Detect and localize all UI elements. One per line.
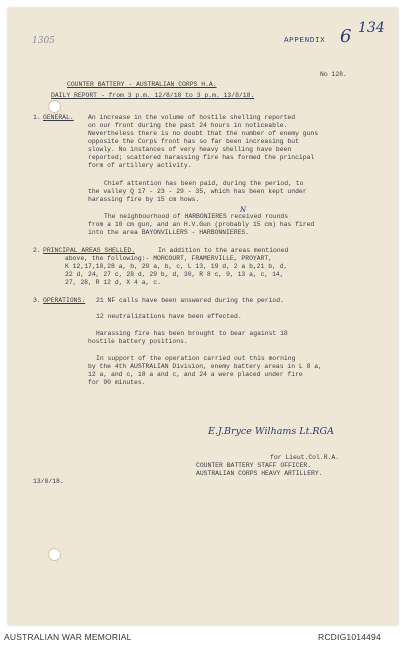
paragraph-line: Nevertheless there is no doubt that the number of enemy guns (88, 130, 319, 137)
paragraph-line: reported; scattered harassing fire has formed the principal (88, 154, 315, 161)
paragraph-line: the valley Q 17 - 23 - 29 - 35, which has been kept under (88, 188, 307, 195)
appendix-label: APPENDIX (284, 37, 326, 45)
paragraph-line: form of artillery activity. (88, 162, 192, 169)
punch-hole (48, 548, 61, 561)
footer-source: AUSTRALIAN WAR MEMORIAL (4, 632, 132, 642)
document-date: 13/8/18. (33, 478, 64, 485)
report-number: No 128. (320, 71, 347, 78)
daily-report-period: DAILY REPORT - from 3 p.m. 12/8/18 to 3 p.m. 13/8/18. (51, 92, 255, 99)
signature-line: for Lieut.Col.R.A. (270, 454, 340, 461)
top-left-scribble: 1305 (32, 36, 55, 46)
signature-line: AUSTRALIAN CORPS HEAVY ARTILLERY. (196, 470, 323, 477)
appendix-hand-number: 6 (340, 26, 352, 47)
paragraph-line: The neighbourhood of HARBONIERES received rounds (104, 213, 289, 220)
section-heading: PRINCIPAL AREAS SHELLED. (43, 247, 136, 254)
paragraph-line: into the area BAYONVILLERS - HARBONNIERES. (88, 229, 250, 236)
hand-insertion: N (240, 206, 247, 214)
paragraph-line: 27, 28, R 12 d, X 4 a, c. (65, 279, 161, 286)
paragraph-line: An increase in the volume of hostile shelling reported (88, 114, 296, 121)
signature-line: COUNTER BATTERY STAFF OFFICER. (196, 462, 312, 469)
footer-record-id: RCDIG1014494 (318, 632, 381, 642)
section-heading: GENERAL. (43, 114, 74, 121)
section-number: 3. (33, 297, 41, 304)
paragraph-line: from a 10 cm gun, and an H.V.Gun (probably 15 cm) has fired (88, 221, 315, 228)
handwritten-signature: E.J.Bryce Wilhams Lt.RGA (208, 426, 335, 437)
paragraph-line: 12 a, and c, 18 a and c, and 24 a were placed under fire (88, 371, 303, 378)
paragraph-line: In support of the operation carried out this morning (96, 355, 296, 362)
document-page (8, 8, 398, 625)
paragraph-line: by the 4th AUSTRALIAN Division, enemy battery areas in L 8 a, (88, 363, 322, 370)
paragraph-line: hostile battery positions. (88, 338, 188, 345)
document-title: COUNTER BATTERY - AUSTRALIAN CORPS H.A. (67, 81, 217, 88)
paragraph-line: for 90 minutes. (88, 379, 146, 386)
paragraph-line: harassing fire by 15 cm hows. (88, 196, 200, 203)
paragraph-line: on our front during the past 24 hours in noticeable. (88, 122, 288, 129)
paragraph-line: Harassing fire has been brought to bear against 18 (96, 330, 288, 337)
paragraph-line: opposite the Corps front has so far been increasing but (88, 138, 299, 145)
paragraph-line: 22 d, 24, 27 c, 28 d, 29 b, d, 30, R 8 c, 9, 13 a, c, 14, (65, 271, 284, 278)
folio-number: 134 (358, 20, 385, 36)
paragraph-line: In addition to the areas mentioned (158, 247, 289, 254)
section-number: 2. (33, 247, 41, 254)
punch-hole (48, 100, 61, 113)
paragraph-line: slowly. No instances of very heavy shelling have been (88, 146, 292, 153)
section-number: 1. (33, 114, 41, 121)
paragraph-line: K 12,17,18,28 a, b, 29 a, b, c, L 13, 19 d, 2 a b,21 b, d, (65, 263, 288, 270)
paragraph-line: 21 NF calls have been answered during the period. (96, 297, 284, 304)
paragraph-line: 12 neutralizations have been effected. (96, 313, 242, 320)
paragraph-line: above, the following:- MORCOURT, FRAMERVILLE, PROYART, (65, 255, 273, 262)
paragraph-line: Chief attention has been paid, during the period, to (104, 180, 304, 187)
section-heading: OPERATIONS. (43, 297, 86, 304)
